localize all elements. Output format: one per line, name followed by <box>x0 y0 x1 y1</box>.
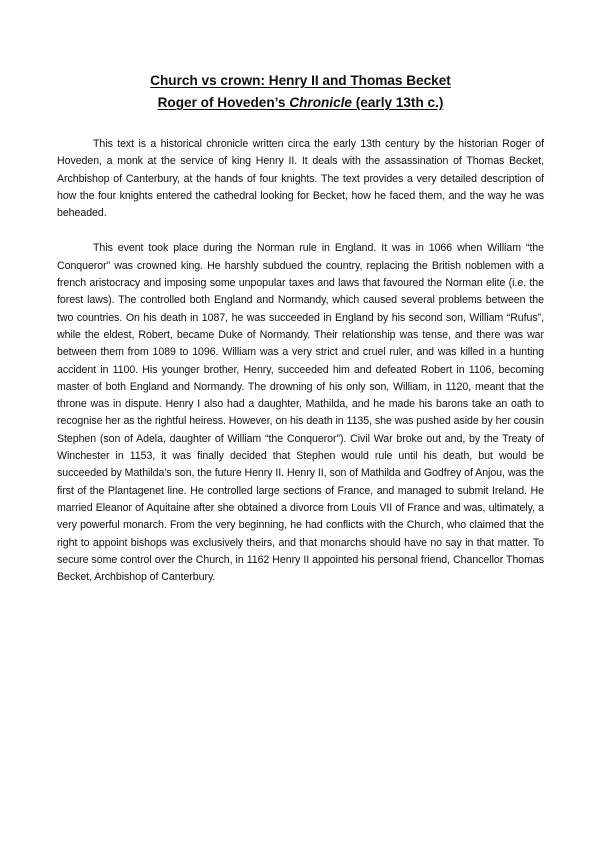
paragraph-introduction: This text is a historical chronicle written circa the early 13th century by the historian Roger of Hoveden, a monk at the service of king Henry II. It deals with the assassination of Thomas Becket, Archbishop of Canterbury, at the hands of four knights. The text provides a very detailed description of how the four knights entered the cathedral looking for Becket, how he faced them, and the way he was beheaded. <box>57 138 544 220</box>
paragraph-historical-context: This event took place during the Norman rule in England. It was in 1066 when William “the Conqueror” was crowned king. He harshly subdued the country, replacing the British noblemen with a french aristocracy and imposing some unpopular taxes and laws that favoured the Norman elite (i.e. the forest laws). The controlled both England and Normandy, which caused several problems between the two countries. On his death in 1087, he was succeeded in England by his second son, William “Rufus”, while the eldest, Robert, became Duke of Normandy. Their relationship was tense, and there was war between them from 1089 to 1096. William was a very strict and cruel ruler, and was killed in a hunting accident in 1100. His younger brother, Henry, succeeded him and defeated Robert in 1106, becoming master of both England and Normandy. The drowning of his only son, William, in 1120, meant that the throne was in dispute. Henry I also had a daughter, Mathilda, and he made his barons take an oath to recognise her as the rightful heiress. However, on his death in 1135, she was pushed aside by her cousin Stephen (son of Adela, daughter of William “the Conqueror”). Civil War broke out and, by the Treaty of Winchester in 1153, it was finally decided that Stephen would rule until his death, but would be succeeded by Mathilda’s son, the future Henry II. Henry II, son of Mathilda and Godfrey of Anjou, was the first of the Plantagenet line. He controlled large sections of France, and managed to submit Ireland. He married Eleanor of Aquitaine after she obtained a divorce from Louis VII of France and was, ultimately, a very powerful monarch. From the very beginning, he had conflicts with the Church, who claimed that the right to appoint bishops was exclusively theirs, and that monarchs should have no say in that matter. To secure some control over the Church, in 1162 Henry II appointed his personal friend, Chancellor Thomas Becket, Archbishop of Canterbury. <box>57 242 544 584</box>
document-title: Church vs crown: Henry II and Thomas Becket <box>150 73 451 88</box>
subtitle-work-title: Chronicle <box>289 95 352 110</box>
subtitle-author: Roger of Hoveden’s <box>157 95 290 110</box>
document-subtitle <box>57 92 544 114</box>
subtitle-date: (early 13th c.) <box>351 95 444 110</box>
